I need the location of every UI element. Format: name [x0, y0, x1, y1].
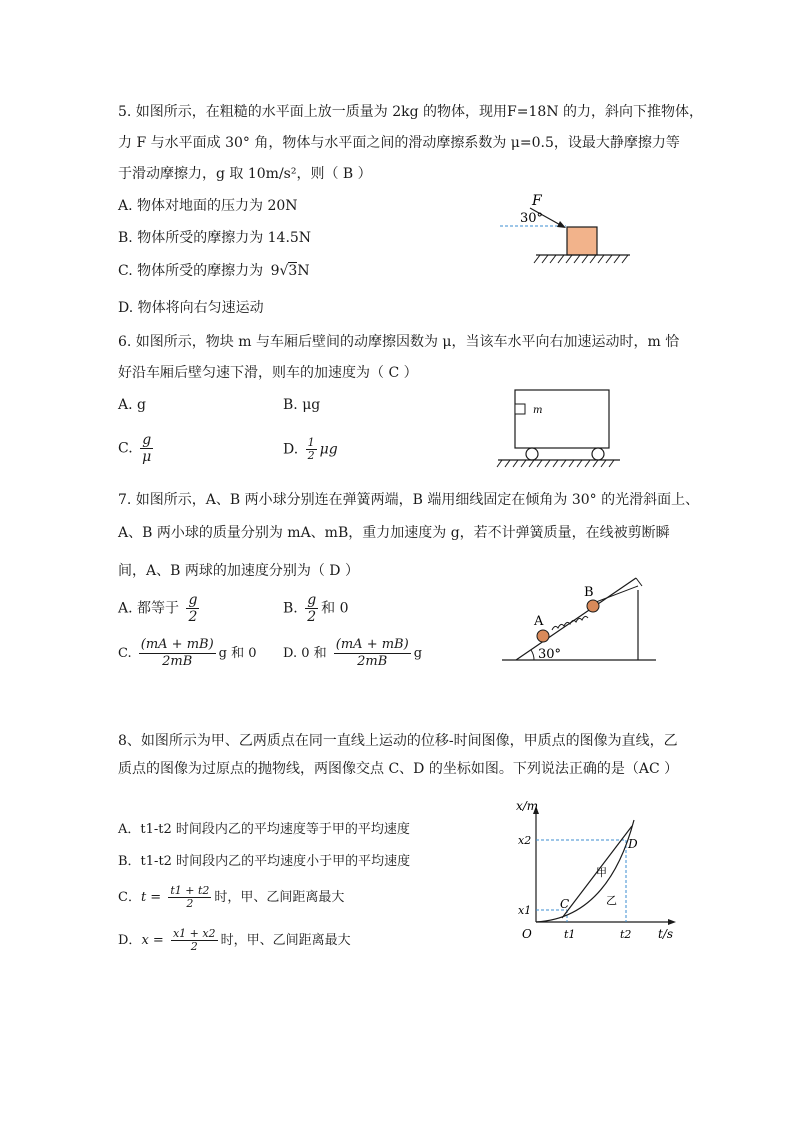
q7-option-c-num: (mA + mB) [140, 637, 214, 652]
q7-option-d-fraction [334, 637, 411, 670]
q5-angle-label: 30° [520, 211, 544, 226]
q6-figure [492, 386, 626, 470]
q7-option-b-tail: 和 0 [321, 600, 349, 617]
q7-option-a-den: 2 [188, 609, 198, 625]
q8-yi-label: 乙 [606, 894, 617, 907]
q8-x1-label: x1 [518, 904, 532, 917]
q8-line-2: 质点的图像为过原点的抛物线，两图像交点 C、D 的坐标如图。下列说法正确的是（AC ） [118, 761, 679, 777]
q8-point-c-label: C [560, 897, 570, 911]
q6-block [515, 404, 525, 414]
q5-line-1: 5. 如图所示，在粗糙的水平面上放一质量为 2kg 的物体，现用F=18N 的力，斜向下推物体， [118, 104, 704, 120]
q5-figure [496, 190, 636, 270]
q5-option-a: A. 物体对地面的压力为 20N [118, 198, 298, 214]
q8-origin-label: O [522, 927, 532, 941]
q8-option-c-den: 2 [186, 897, 194, 910]
q5-option-c-coef: 9 [270, 263, 280, 279]
q6-option-d-tail: μg [319, 441, 338, 458]
q6-option-c [118, 432, 156, 465]
q8-option-c-fraction [168, 885, 211, 910]
q6-option-b: B. μg [283, 397, 321, 413]
q8-option-d-num: x1 + x2 [172, 927, 216, 940]
q6-option-c-num: g [142, 432, 152, 448]
q8-option-c-num: t1 + t2 [170, 884, 210, 897]
q8-option-d-den: 2 [190, 940, 198, 953]
arrowhead-icon [557, 221, 566, 228]
q7-ball-a [537, 630, 549, 642]
q8-x2-label: x2 [518, 834, 532, 847]
q5-option-c-prefix: C. 物体所受的摩擦力为 [118, 263, 264, 279]
q5-option-c-root: 3 [288, 263, 298, 279]
q7-option-c-tail: g 和 0 [218, 646, 257, 661]
q7-option-c-den: 2mB [162, 654, 193, 669]
q7-option-a [118, 592, 202, 625]
q8-option-d-tail: 时，甲、乙间距离最大 [220, 933, 351, 948]
q7-option-d-tail: g [413, 646, 423, 661]
q7-option-a-fraction [186, 592, 199, 625]
q8-option-c-lhs: t = [140, 890, 162, 905]
q6-option-c-den: μ [142, 449, 152, 465]
q7-string [596, 586, 638, 602]
q6-option-d [283, 437, 338, 462]
q7-ball-b-label: B [584, 585, 594, 600]
q8-t1-label: t1 [564, 928, 576, 941]
q5-block [567, 227, 597, 255]
q5-ground-hatch [534, 255, 628, 263]
q7-ball-a-label: A [534, 614, 544, 629]
q8-graph [512, 800, 682, 946]
q6-wheel-front [592, 448, 604, 460]
q8-jia-label: 甲 [596, 866, 607, 879]
q7-option-a-prefix: A. 都等于 [118, 600, 180, 617]
q5-option-d: D. 物体将向右匀速运动 [118, 300, 264, 316]
q7-option-d-den: 2mB [357, 654, 388, 669]
q6-line-1: 6. 如图所示，物块 m 与车厢后壁间的动摩擦因数为 μ，当该车水平向右加速运动时，m 恰 [118, 334, 680, 350]
q8-curve-yi [536, 820, 634, 922]
q7-option-d-num: (mA + mB) [335, 637, 409, 652]
q7-option-b [283, 592, 349, 625]
q7-option-b-den: 2 [307, 609, 317, 625]
q8-y-axis-label: x/m [516, 800, 539, 813]
q8-option-d-lhs: x = [141, 933, 164, 948]
q5-option-b: B. 物体所受的摩擦力为 14.5N [118, 230, 312, 246]
q6-wheel-rear [526, 448, 538, 460]
q6-option-c-fraction [140, 432, 153, 465]
q7-option-c-label: C. [118, 646, 132, 661]
q8-option-a: A．t1-t2 时间段内乙的平均速度等于甲的平均速度 [118, 822, 410, 837]
q7-option-d-prefix: D. 0 和 [283, 646, 327, 661]
q7-angle-arc [531, 650, 534, 660]
q5-line-2: 力 F 与水平面成 30° 角，物体与水平面之间的滑动摩擦系数为 μ=0.5，设最大静摩擦力等 [118, 135, 680, 151]
q6-line-2: 好沿车厢后壁匀速下滑，则车的加速度为（ C ） [118, 365, 418, 381]
q6-option-d-label: D. [283, 441, 299, 458]
q6-option-d-fraction [306, 437, 317, 462]
q7-line-3: 间，A、B 两球的加速度分别为（ D ） [118, 563, 359, 579]
q8-line-1: 8、如图所示为甲、乙两质点在同一直线上运动的位移-时间图像，甲质点的图像为直线，乙 [118, 733, 678, 749]
q7-option-c [118, 637, 257, 670]
q7-figure [500, 572, 660, 668]
q5-option-c-unit: N [297, 263, 310, 279]
q7-option-d [283, 637, 422, 670]
q8-option-c-label: C． [118, 890, 141, 905]
q5-option-c [118, 262, 310, 280]
q7-top-edge [636, 578, 642, 586]
q6-option-d-num: 1 [307, 436, 315, 449]
sqrt-icon: √ [279, 263, 289, 279]
q5-line-3: 于滑动摩擦力，g 取 10m/s²，则（ B ） [118, 166, 372, 182]
q8-option-c [118, 885, 344, 910]
q7-option-c-fraction [139, 637, 216, 670]
q6-car-body [515, 390, 609, 448]
q7-option-b-fraction [305, 592, 318, 625]
q7-line-1: 7. 如图所示，A、B 两小球分别连在弹簧两端，B 端用细线固定在倾角为 30° 的光滑斜面上、 [118, 492, 700, 508]
q8-x-axis-label: t/s [658, 927, 674, 941]
q6-option-d-den: 2 [307, 449, 315, 462]
q8-option-d-label: D． [118, 933, 142, 948]
q7-line-2: A、B 两小球的质量分别为 mA、mB，重力加速度为 g，若不计弹簧质量，在线被剪断瞬 [118, 525, 670, 541]
q6-block-label: m [533, 405, 543, 416]
q8-t2-label: t2 [620, 928, 632, 941]
q6-option-c-label: C. [118, 440, 133, 457]
q7-spring [552, 616, 588, 630]
q7-ball-b [587, 600, 599, 612]
q8-point-d-label: D [628, 837, 638, 851]
q8-option-d-fraction [171, 928, 218, 953]
q8-option-b: B．t1-t2 时间段内乙的平均速度小于甲的平均速度 [118, 854, 411, 869]
q8-option-d [118, 928, 351, 953]
q6-option-a: A. g [118, 397, 146, 413]
q5-force-label: F [532, 193, 542, 209]
q8-option-c-tail: 时，甲、乙间距离最大 [214, 890, 345, 905]
q6-ground-hatch [497, 460, 614, 467]
q7-option-a-num: g [188, 592, 198, 608]
q7-option-b-label: B. [283, 600, 298, 617]
q7-option-b-num: g [307, 592, 317, 608]
t-axis-arrow-icon [668, 919, 676, 925]
q7-angle-label: 30° [538, 647, 562, 662]
